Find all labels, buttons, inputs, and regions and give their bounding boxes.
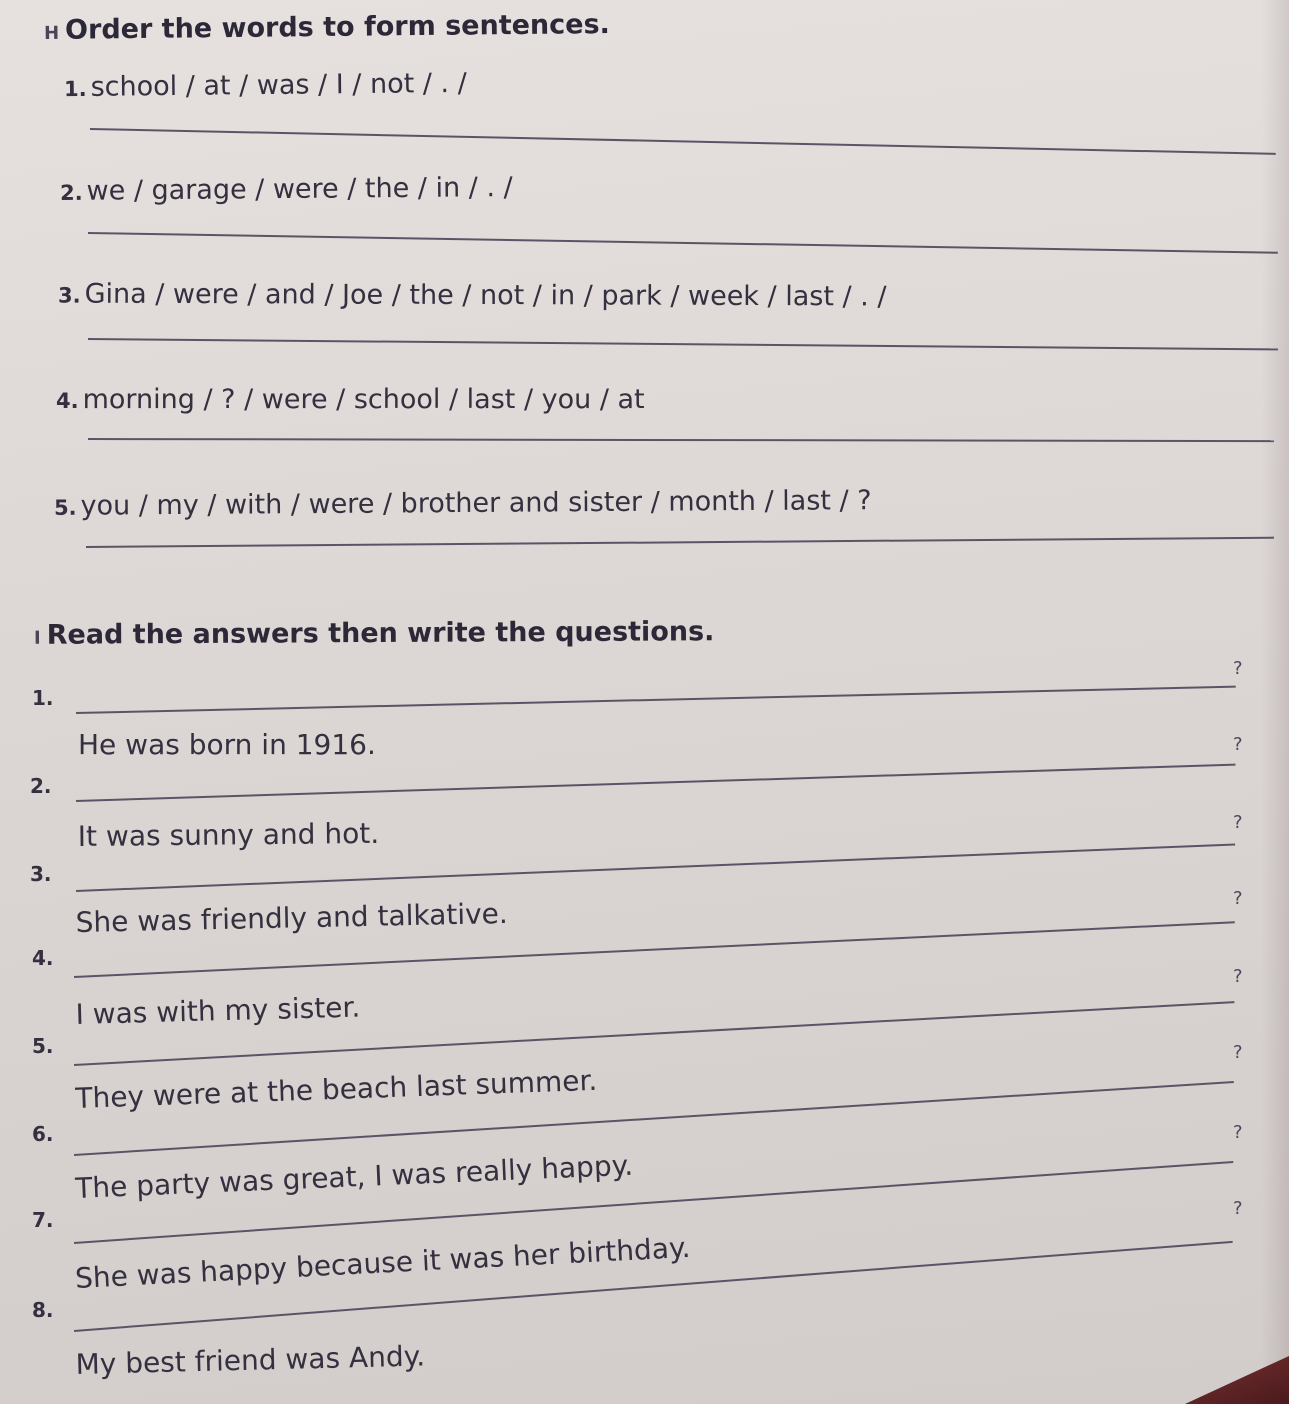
answer-text: My best friend was Andy. [75,1339,426,1381]
item-number: 4. [56,389,79,413]
exercise-h-item-4 [56,384,645,415]
answer-text: It was sunny and hot. [77,816,380,853]
exercise-i-heading [34,616,715,651]
answer-text: She was happy because it was her birthday. [74,1230,692,1295]
table-surface [1029,1344,1289,1404]
question-mark: ? [1233,658,1243,679]
exercise-h-heading [44,9,610,46]
question-number: 2. [30,774,52,798]
exercise-i-title: Read the answers then write the questions. [46,616,715,651]
question-mark: ? [1233,812,1243,833]
question-number: 7. [32,1208,54,1232]
item-text: morning / ? / were / school / last / you / at [82,384,645,415]
item-number: 1. [63,76,87,102]
question-number: 3. [30,862,52,886]
answer-text: The party was great, I was really happy. [74,1148,634,1205]
question-number: 5. [32,1034,54,1058]
exercise-h-title: Order the words to form sentences. [64,9,610,46]
item-text: we / garage / were / the / in / . / [86,172,513,207]
question-mark: ? [1233,1042,1243,1063]
answer-text: He was born in 1916. [78,728,376,761]
question-mark: ? [1233,966,1243,987]
question-number: 4. [32,946,54,970]
question-mark: ? [1233,734,1243,755]
question-mark: ? [1233,888,1243,909]
page-edge-shadow [1261,0,1289,1404]
question-line-2[interactable] [76,764,1235,802]
exercise-h-item-5 [54,485,872,522]
exercise-h-item-2 [60,172,513,207]
exercise-h-marker: H [43,22,60,44]
answer-line-h3[interactable] [88,338,1278,350]
answer-line-h1[interactable] [90,128,1276,155]
item-number: 3. [57,283,81,308]
item-text: school / at / was / I / not / . / [90,67,467,103]
answer-line-h5[interactable] [86,537,1274,548]
answer-text: They were at the beach last summer. [74,1063,598,1115]
answer-text: I was with my sister. [75,990,361,1031]
question-line-1[interactable] [76,686,1236,714]
question-number: 8. [32,1298,54,1322]
question-number: 1. [32,686,54,710]
answer-line-h2[interactable] [88,232,1278,254]
question-mark: ? [1233,1198,1243,1219]
exercise-i-marker: I [33,627,41,649]
exercise-h-item-3 [58,279,887,313]
item-number: 5. [53,495,77,520]
question-number: 6. [32,1122,54,1146]
exercise-h-item-1 [64,68,467,103]
item-text: you / my / with / were / brother and sister / month / last / ? [80,485,872,522]
answer-text: She was friendly and talkative. [75,896,509,939]
item-text: Gina / were / and / Joe / the / not / in / park / week / last / . / [84,278,887,313]
answer-line-h4[interactable] [88,438,1274,442]
question-mark: ? [1233,1122,1243,1143]
item-number: 2. [59,180,83,205]
